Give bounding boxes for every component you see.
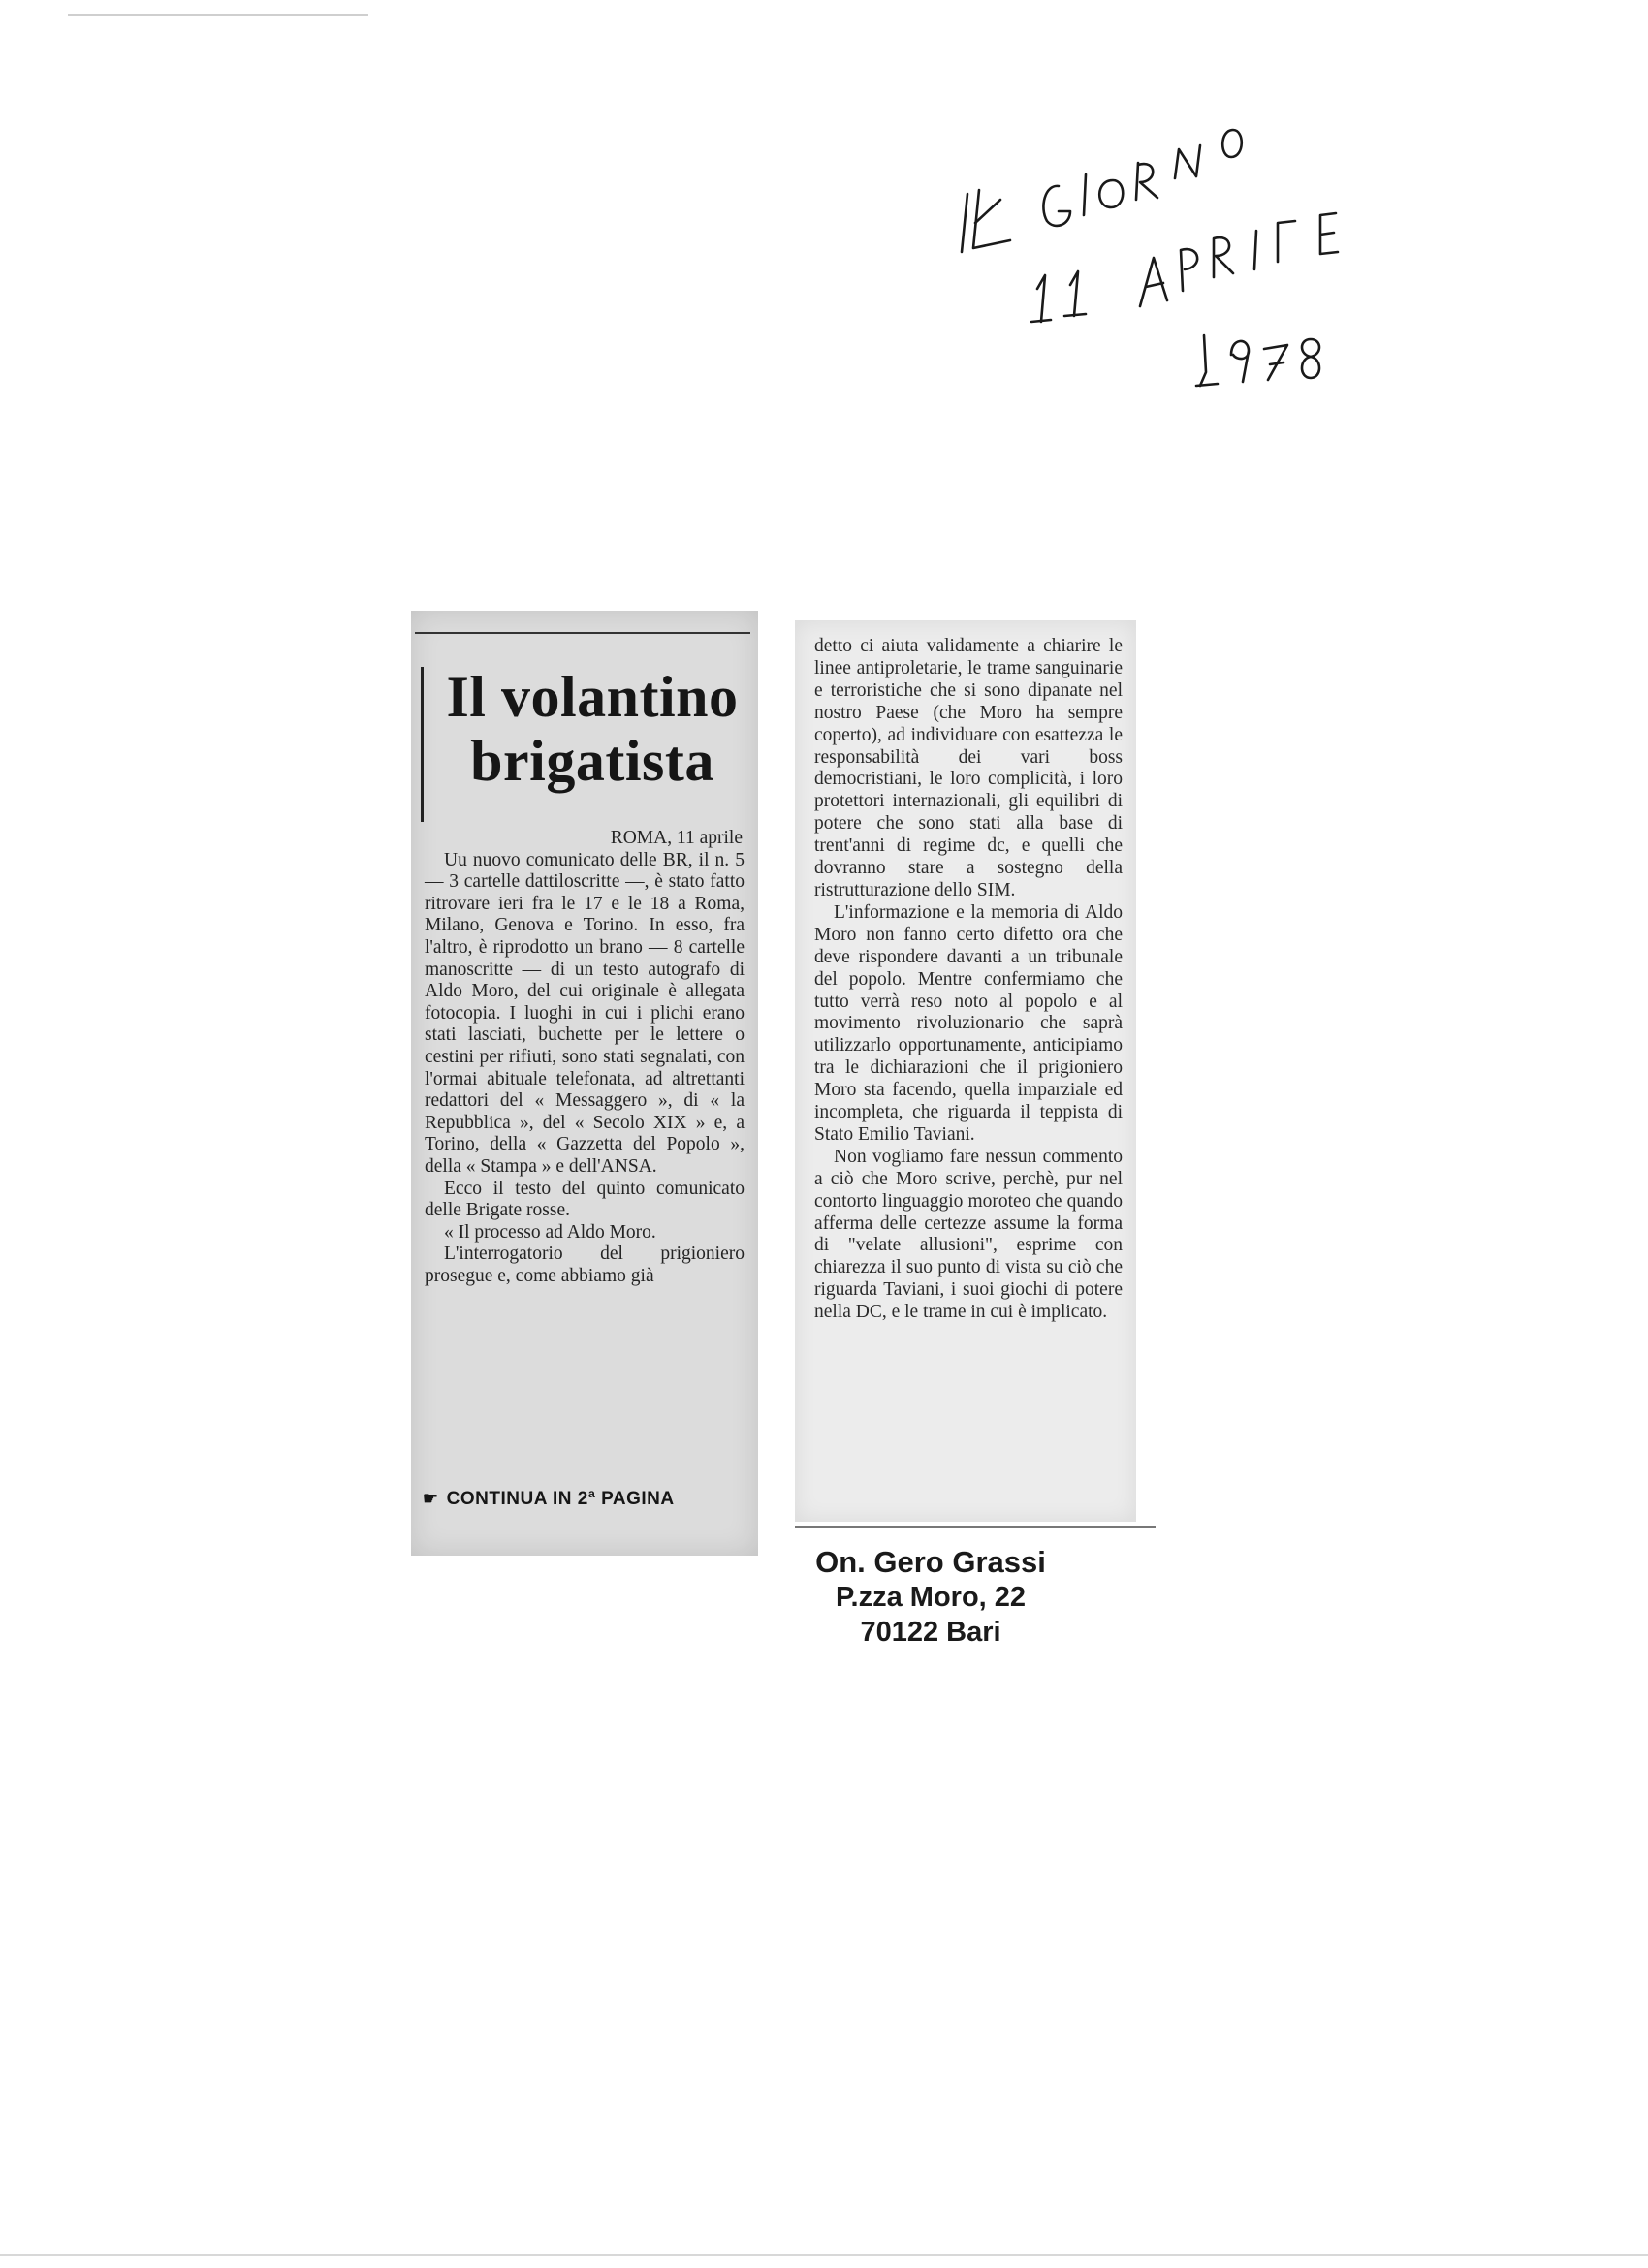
clipping-rule: [795, 1526, 1156, 1528]
article-paragraph: Ecco il testo del quinto comunicato delle Brigate rosse.: [425, 1178, 745, 1221]
article-paragraph: Uu nuovo comunicato delle BR, il n. 5 — 3 cartelle dattiloscritte —, è stato fatto ritrovare ieri fra le 17 e le 18 a Roma, Milano, Genova e Torino. In esso, fra l'altro, è riprodotto un brano — 8 cartelle manoscritte — di un testo autografo di Aldo Moro, del cui originale è allegata fotocopia. I luoghi in cui i plichi erano stati lasciati, buchette per le lettere o cestini per rifiuti, sono stati segnalati, con l'ormai abituale telefonata, ad altrettanti redattori del « Messaggero », di « la Repubblica », del « Secolo XIX » e, a Torino, della « Gazzetta del Popolo », della « Stampa » e dell'ANSA.: [425, 849, 745, 1177]
pointing-hand-icon: ☛: [423, 1489, 439, 1508]
headline-line: Il volantino: [446, 665, 739, 729]
article-paragraph: « Il processo ad Aldo Moro.: [444, 1221, 656, 1243]
article-paragraph: L'interrogatorio del prigioniero prosegue e, come abbiamo già: [425, 1244, 745, 1286]
scan-edge-line: [0, 2254, 1648, 2256]
scan-edge-line: [68, 14, 368, 16]
continua-text: CONTINUA IN 2ª PAGINA: [446, 1489, 675, 1509]
continua-label: [423, 1489, 752, 1510]
newspaper-clipping-right: [795, 620, 1136, 1522]
article-body: [425, 828, 745, 1287]
handwritten-note: [950, 107, 1357, 397]
article-body-continued: [814, 636, 1123, 1324]
headline: [430, 665, 754, 793]
stamp-name: On. Gero Grassi: [815, 1545, 1046, 1579]
address-stamp: [756, 1545, 1105, 1650]
dateline: ROMA, 11 aprile: [610, 828, 743, 848]
headline-bar: [421, 667, 424, 822]
stamp-street: P.zza Moro, 22: [835, 1582, 1027, 1613]
newspaper-clipping-left: [411, 611, 758, 1556]
article-paragraph: L'informazione e la memoria di Aldo Moro non fanno certo difetto ora che deve rispondere davanti a un tribunale del popolo. Mentre confermiamo che tutto verrà reso noto al popolo e al movimento rivoluzionario che saprà utilizzarlo opportunamente, anticipiamo tra le dichiarazioni che il prigioniero Moro sta facendo, quella imparziale ed incompleta, che riguarda il teppista di Stato Emilio Taviani.: [814, 901, 1123, 1145]
headline-line: brigatista: [470, 729, 714, 793]
article-paragraph: Non vogliamo fare nessun commento a ciò che Moro scrive, perchè, pur nel contorto linguaggio moroteo che quando afferma delle certezze assume la forma di "velate allusioni", esprime con chiarezza il suo punto di vista su ciò che riguarda Taviani, i suoi giochi di potere nella DC, e le trame in cui è implicato.: [814, 1146, 1123, 1323]
clipping-rule: [415, 632, 750, 634]
article-paragraph: detto ci aiuta validamente a chiarire le linee antiproletarie, le trame sanguinarie e terroristiche che si sono dipanate nel nostro Paese (che Moro ha sempre coperto), ad individuare con esattezza le responsabilità dei vari boss democristiani, le loro complicità, i loro protettori internazionali, gli equilibri di potere che sono stati alla base di trent'anni di regime dc, e quelli che dovranno stare a sostegno della ristrutturazione dello SIM.: [814, 636, 1123, 900]
stamp-city: 70122 Bari: [860, 1617, 1001, 1648]
